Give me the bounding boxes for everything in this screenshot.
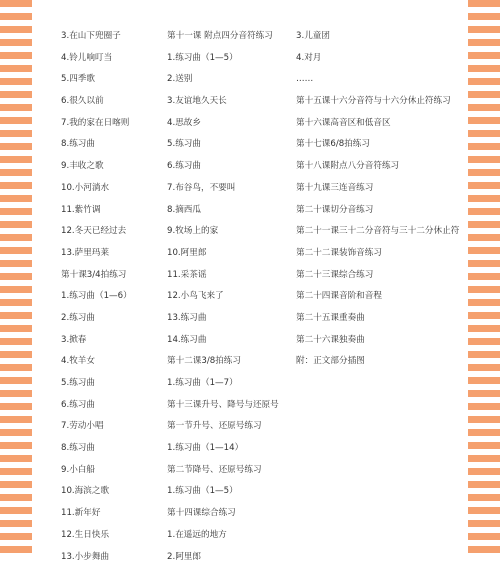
toc-section-heading: 第二十三课综合练习: [296, 269, 374, 280]
toc-section-heading: 第十二课3/8拍练习: [167, 356, 241, 367]
toc-item: 7.劳动小唱: [61, 421, 104, 432]
toc-item: 8.练习曲: [61, 139, 95, 150]
toc-section-heading: 第十九课三连音练习: [296, 182, 374, 193]
toc-section-heading: 第十七课6/8拍练习: [296, 139, 370, 150]
toc-section-heading: 第十五课十六分音符与十六分休止符练习: [296, 96, 451, 107]
toc-subsection-heading: 第二节降号、还原号练习: [167, 464, 262, 475]
toc-section-heading: 第十三课升号、降号与还原号: [167, 399, 279, 410]
toc-item: 1.练习曲（1—7）: [167, 378, 238, 388]
left-decorative-stripes: [0, 0, 32, 555]
toc-item: 13.小步舞曲: [61, 551, 110, 562]
toc-item: 10.小河淌水: [61, 182, 110, 193]
toc-item: 4.铃儿响叮当: [61, 52, 113, 63]
toc-section-heading: 第二十课切分音练习: [296, 204, 374, 215]
toc-item: 5.练习曲: [61, 378, 95, 388]
toc-item: 13.萨里玛莱: [61, 247, 110, 258]
toc-item: 2.阿里郎: [167, 551, 201, 562]
toc-item: 3.掀春: [61, 334, 87, 345]
toc-ellipsis: ……: [296, 74, 314, 85]
toc-column-1: [61, 31, 159, 573]
toc-item: 2.练习曲: [61, 312, 95, 323]
toc-item: 9.丰收之歌: [61, 161, 104, 172]
toc-column-3: [296, 31, 468, 378]
toc-section-heading: 第十一课 附点四分音符练习: [167, 31, 273, 41]
toc-subsection-heading: 第一节升号、还原号练习: [167, 421, 262, 432]
toc-item: 10.阿里郎: [167, 247, 207, 258]
toc-item: 1.练习曲（1—5）: [167, 486, 238, 497]
toc-item: 8.练习曲: [61, 443, 95, 454]
toc-section-heading: 第二十五课重奏曲: [296, 312, 365, 323]
toc-item: 13.练习曲: [167, 312, 207, 323]
toc-item: 12.冬天已经过去: [61, 226, 127, 237]
toc-item: 6.很久以前: [61, 96, 104, 107]
toc-item: 7.我的家在日喀则: [61, 117, 130, 128]
toc-section-heading: 第十四课综合练习: [167, 508, 236, 519]
toc-item: 10.海滨之歌: [61, 486, 110, 497]
toc-item: 11.紫竹调: [61, 204, 101, 215]
toc-item: 14.练习曲: [167, 334, 207, 345]
toc-item: 1.练习曲（1—6）: [61, 291, 132, 302]
toc-item: 4.牧羊女: [61, 356, 95, 367]
toc-item: 11.新年好: [61, 508, 101, 519]
toc-item: 1.练习曲（1—14）: [167, 443, 244, 454]
toc-section-heading: 第十八课附点八分音符练习: [296, 161, 400, 172]
toc-section-heading: 第二十四课音阶和音程: [296, 291, 382, 302]
toc-item: 7.布谷鸟，不要叫: [167, 182, 236, 193]
toc-item: 9.牧场上的家: [167, 226, 219, 237]
toc-item: 8.摘西瓜: [167, 204, 201, 215]
toc-item: 3.在山下兜圈子: [61, 31, 121, 41]
toc-item: 12.小鸟飞来了: [167, 291, 224, 302]
toc-item: 4.思故乡: [167, 117, 201, 128]
toc-item: 9.小白船: [61, 464, 95, 475]
toc-section-heading: 第十六课高音区和低音区: [296, 117, 391, 128]
toc-item: 5.四季歌: [61, 74, 95, 85]
toc-item: 3.儿童团: [296, 31, 330, 41]
toc-item: 11.采茶谣: [167, 269, 207, 280]
toc-item: 1.在遥远的地方: [167, 529, 227, 540]
toc-section-heading: 第二十一课三十二分音符与三十二分休止符: [296, 226, 460, 237]
toc-item: 1.练习曲（1—5）: [167, 52, 238, 63]
toc-section-heading: 第二十二课装饰音练习: [296, 247, 382, 258]
toc-item: 12.生日快乐: [61, 529, 110, 540]
toc-item: 2.送别: [167, 74, 193, 85]
toc-item: 4.对月: [296, 52, 322, 63]
toc-column-2: [167, 31, 287, 573]
toc-section-heading: 第十课3/4拍练习: [61, 269, 127, 280]
right-decorative-stripes: [468, 0, 500, 555]
toc-item: 6.练习曲: [61, 399, 95, 410]
toc-section-heading: 第二十六课独奏曲: [296, 334, 365, 345]
toc-item: 5.练习曲: [167, 139, 201, 150]
toc-appendix: 附：正文部分插图: [296, 356, 365, 367]
toc-item: 3.友谊地久天长: [167, 96, 227, 107]
toc-item: 6.练习曲: [167, 161, 201, 172]
